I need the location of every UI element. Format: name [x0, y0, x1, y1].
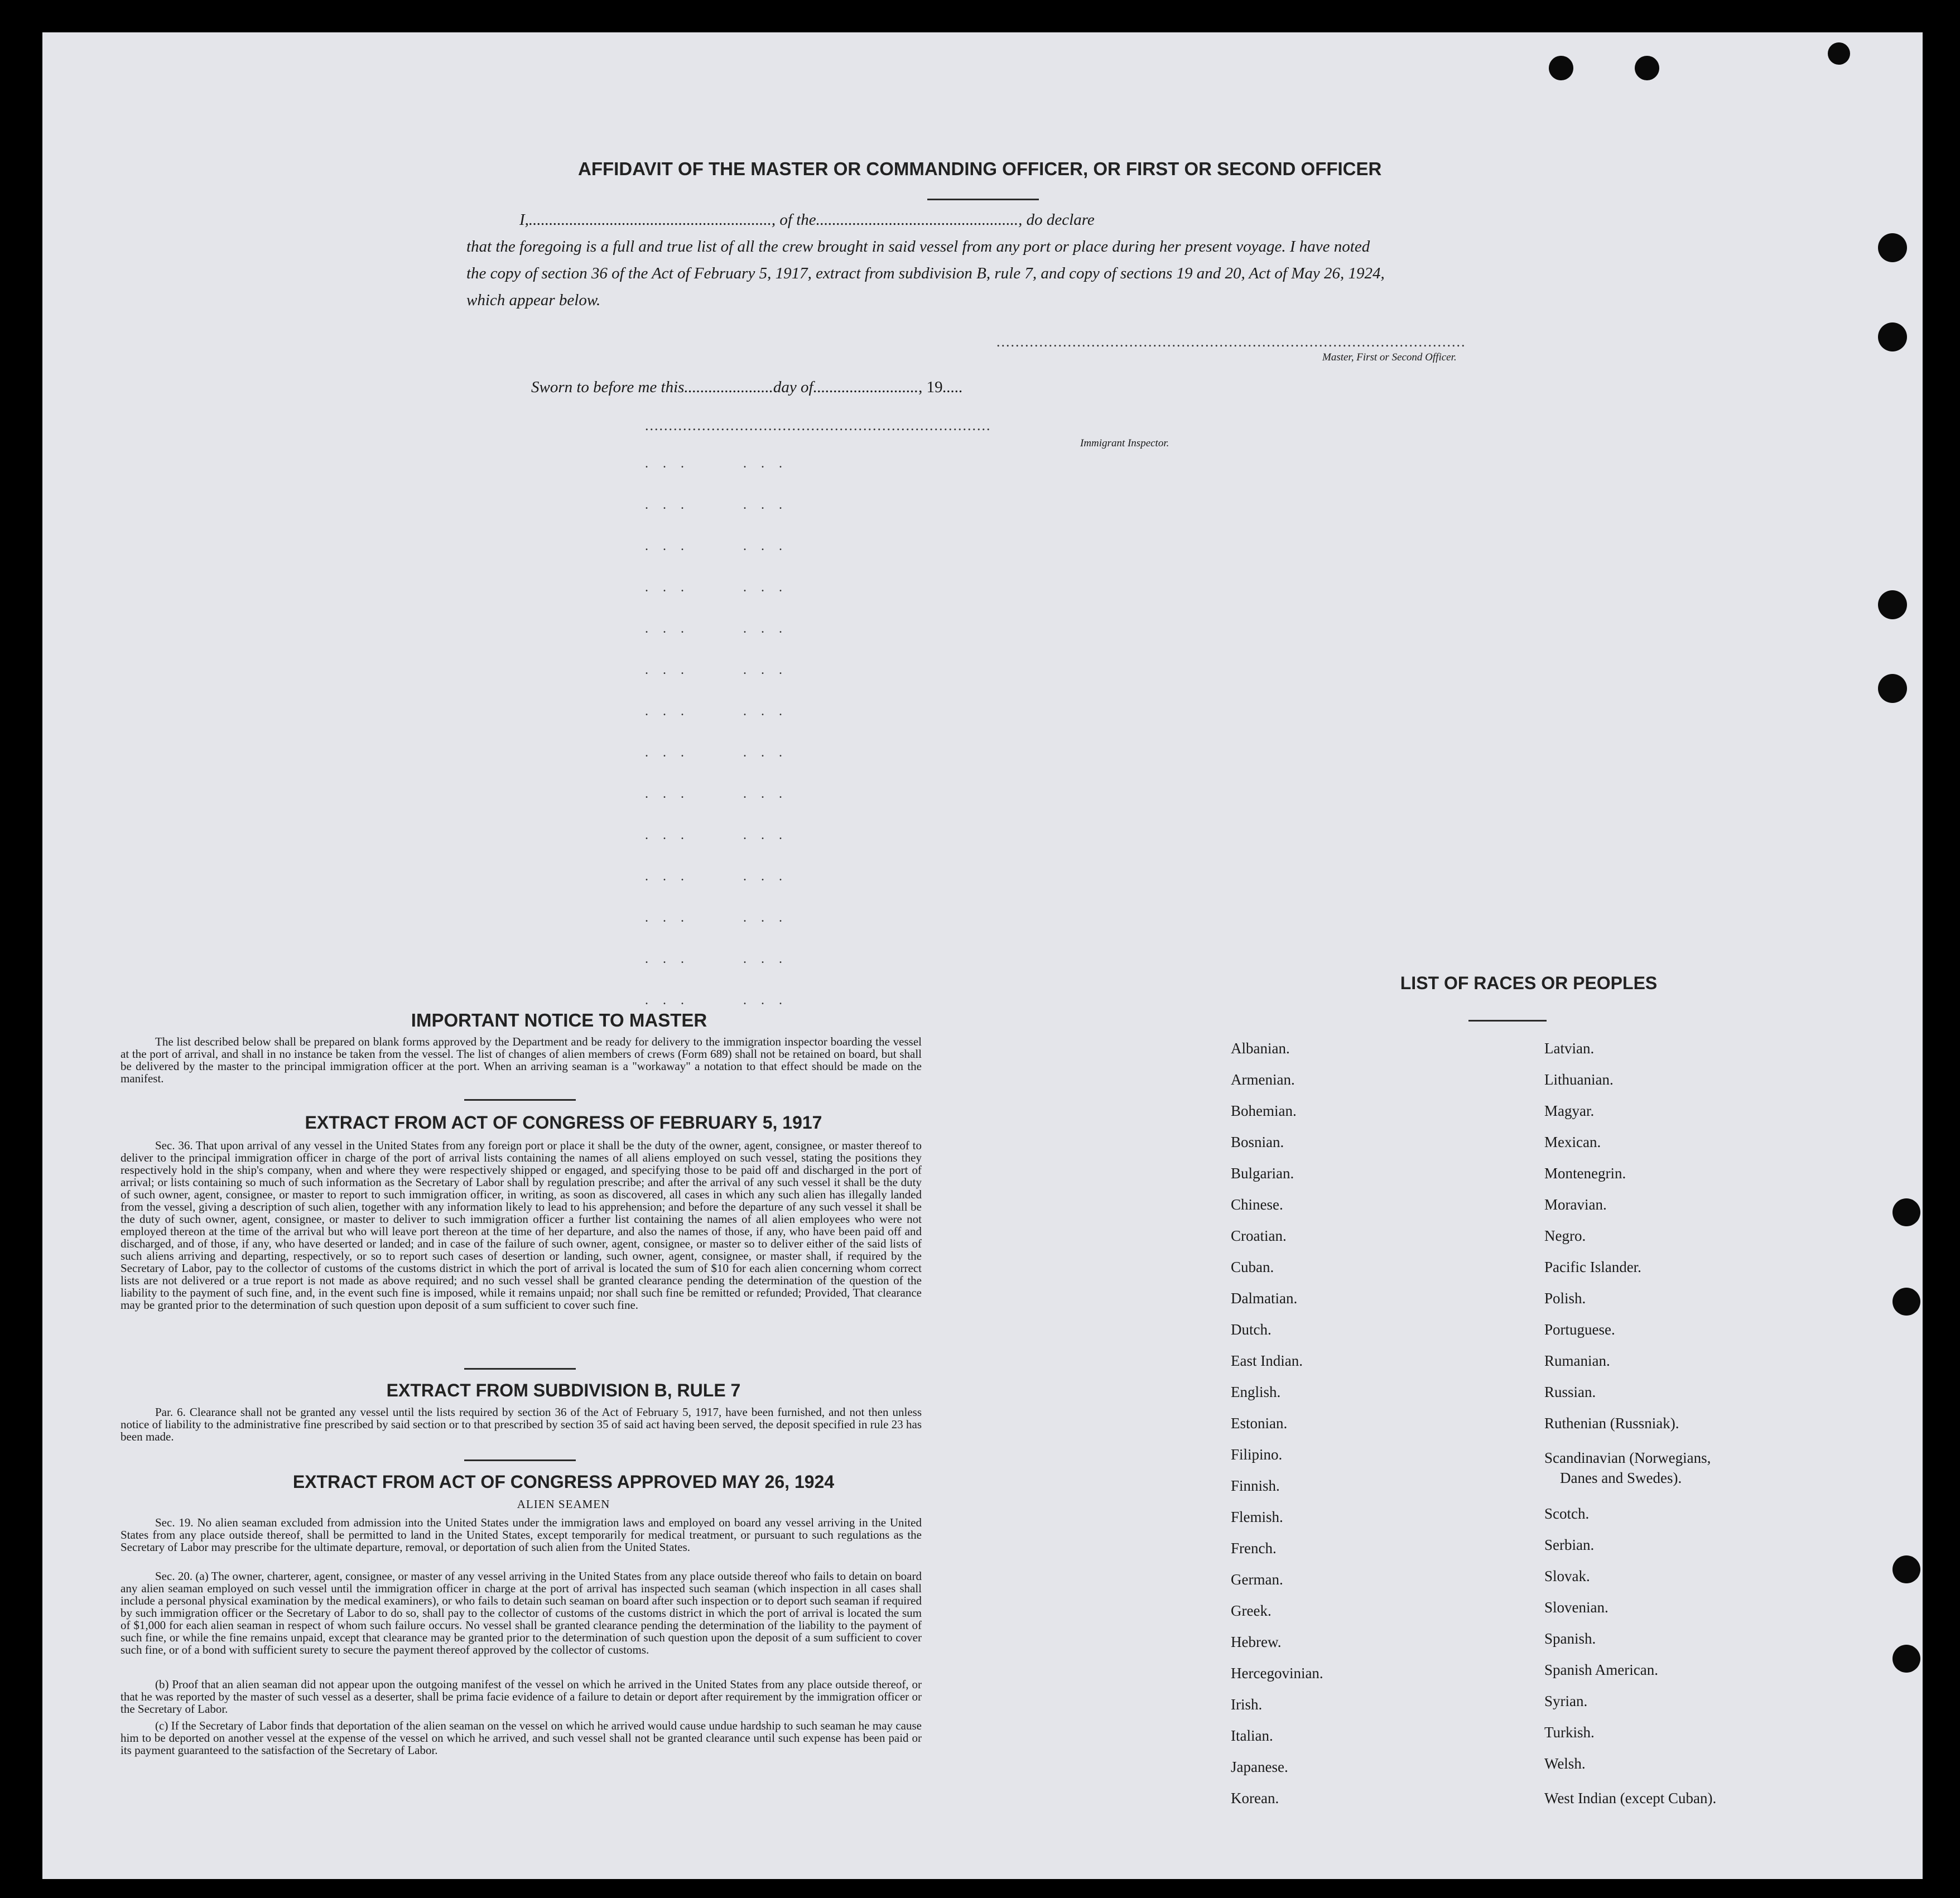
- divider: [1468, 1020, 1547, 1022]
- race-item: Armenian.: [1231, 1071, 1295, 1088]
- race-item: Mexican.: [1544, 1134, 1601, 1150]
- punch-hole: [1892, 1645, 1920, 1673]
- race-item: Portuguese.: [1544, 1321, 1615, 1338]
- form-dot-row: . . . . . .: [645, 869, 788, 884]
- form-dot-row: . . . . . .: [645, 580, 788, 595]
- race-item: Spanish American.: [1544, 1661, 1658, 1678]
- race-item: Polish.: [1544, 1290, 1586, 1307]
- form-dot-row: . . . . . .: [645, 663, 788, 677]
- race-item: Hercegovinian.: [1231, 1665, 1323, 1682]
- declaration-line-1: [466, 206, 1560, 233]
- form-dot-row: . . . . . .: [645, 456, 788, 471]
- punch-hole: [1878, 233, 1907, 262]
- form-dot-row: . . . . . .: [645, 952, 788, 966]
- race-item: Rumanian.: [1544, 1352, 1610, 1369]
- race-item: Japanese.: [1231, 1759, 1288, 1775]
- extract-1917-body: Sec. 36. That upon arrival of any vessel in the United States from any foreign port or place it shall be the duty of the owner, agent, consignee, or master thereof to deliver to the principal immigration officer in charge of the port of arrival lists containing the names of all aliens employed on such vessel, stating the positions they respectively hold in the ship's company, when and where they were respectively shipped or engaged, and specifying those to be paid off and discharged in the port of arrival; or lists containing so much of such information as the Secretary of Labor shall by regulation prescribe; and after the arrival of any such vessel it shall be the duty of such owner, agent, consignee, or master to report to such immigration officer, in writing, as soon as discovered, all cases in which any such alien has illegally landed from the vessel, giving a description of such alien, together with any information likely to lead to his apprehension; and before the departure of any such vessel it shall be the duty of such owner, agent, consignee, or master to deliver to such immigration officer a further list containing the names of all alien employees who were not employed thereon at the time of the arrival but who will leave port thereon at the time of her departure, and also the names of those, if any, who have been paid off and discharged, and of those, if any, who have deserted or landed; and in case of the failure of such owner, agent, consignee, or master so to deliver either of the said lists of such aliens arriving and departing, respectively, or so to report such cases of desertion or landing, such owner, agent, consignee, or master shall, if required by the Secretary of Labor, pay to the collector of customs of the customs district in which the port of arrival is located the sum of $10 for each alien concerning whom correct lists are not delivered or a true report is not made as above required; and no such vessel shall be granted clearance pending the determination of the question of the liability to the payment of such fine, and, in the event such fine is imposed, while it remains unpaid; nor shall such fine be remitted or refunded; Provided, That clearance may be granted prior to the determination of such question upon deposit of a sum sufficient to cover such fine.: [121, 1139, 922, 1312]
- race-item: West Indian (except Cuban).: [1544, 1790, 1717, 1807]
- race-item: German.: [1231, 1571, 1283, 1588]
- race-item: French.: [1231, 1540, 1277, 1557]
- notice-title: IMPORTANT NOTICE TO MASTER: [411, 1010, 707, 1030]
- form-dot-row: . . . . . .: [645, 828, 788, 842]
- inspector-caption: Immigrant Inspector.: [1080, 437, 1169, 449]
- divider: [927, 199, 1039, 200]
- punch-hole: [1549, 56, 1573, 80]
- race-item: Dutch.: [1231, 1321, 1272, 1338]
- race-item: Pacific Islander.: [1544, 1259, 1641, 1275]
- form-dot-row: . . . . . .: [645, 911, 788, 925]
- race-item: Turkish.: [1544, 1724, 1595, 1741]
- signature-line: ...................................................................................................: [996, 334, 1466, 350]
- race-item: Italian.: [1231, 1727, 1273, 1744]
- race-item: Chinese.: [1231, 1196, 1283, 1213]
- race-item: Dalmatian.: [1231, 1290, 1298, 1307]
- race-item: Russian.: [1544, 1384, 1596, 1400]
- extract-1924-subtitle: ALIEN SEAMEN: [517, 1497, 610, 1511]
- declaration-line-2: that the foregoing is a full and true list of all the crew brought in said vessel from any port or place during her present voyage. I have noted: [466, 238, 1370, 256]
- signature-caption: Master, First or Second Officer.: [1322, 351, 1457, 363]
- rule7-title: EXTRACT FROM SUBDIVISION B, RULE 7: [386, 1380, 741, 1400]
- punch-hole: [1635, 56, 1659, 80]
- race-item: Korean.: [1231, 1790, 1279, 1807]
- form-dot-row: . . . . . .: [645, 745, 788, 760]
- blank-dots: ..........................: [813, 378, 919, 396]
- form-dot-row: . . . . . .: [645, 787, 788, 801]
- race-item: Bosnian.: [1231, 1134, 1284, 1150]
- race-item: Finnish.: [1231, 1477, 1280, 1494]
- race-item: Croatian.: [1231, 1227, 1287, 1244]
- race-item: Estonian.: [1231, 1415, 1288, 1432]
- race-item: Negro.: [1544, 1227, 1586, 1244]
- extract-1924-sec20c: (c) If the Secretary of Labor finds that deportation of the alien seaman on the vessel on which he arrived would cause undue hardship to such seaman he may cause him to be deported on another vessel at the expense of the vessel on which he arrived, and such vessel shall not be granted clearance until such expense has been paid or its payment guaranteed to the satisfaction of the Secretary of Labor.: [121, 1719, 922, 1757]
- race-item: Welsh.: [1544, 1755, 1586, 1772]
- race-item: Cuban.: [1231, 1259, 1274, 1275]
- declaration-text: [466, 206, 1560, 314]
- race-item: Montenegrin.: [1544, 1165, 1626, 1182]
- blank-dots: ............................................................: [528, 211, 772, 229]
- race-item: Bulgarian.: [1231, 1165, 1294, 1182]
- extract-1924-sec20b: (b) Proof that an alien seaman did not appear upon the outgoing manifest of the vessel on which he arrived in the United States from any place outside thereof, or that he was reported by the master of such vessel as a deserter, shall be prima facie evidence of a failure to detain or deport after requirement by the immigration officer or the Secretary of Labor.: [121, 1678, 922, 1716]
- punch-hole: [1892, 1198, 1920, 1226]
- rule7-body: Par. 6. Clearance shall not be granted any vessel until the lists required by section 36 of the Act of February 5, 1917, have been furnished, and not then unless notice of liability to the administrative fine prescribed by said section or to that prescribed by section 35 of said act having been served, the deposit specified in rule 23 has been made.: [121, 1405, 922, 1443]
- sworn-day-of: day of: [773, 378, 813, 396]
- races-title: LIST OF RACES OR PEOPLES: [1400, 973, 1658, 993]
- form-dot-row: . . . . . .: [645, 498, 788, 512]
- blank-dots: .....: [942, 378, 963, 396]
- race-item: Moravian.: [1544, 1196, 1607, 1213]
- divider: [464, 1459, 576, 1461]
- race-item: Slovenian.: [1544, 1599, 1609, 1616]
- race-item: Slovak.: [1544, 1568, 1590, 1584]
- punch-hole: [1828, 42, 1850, 65]
- divider: [464, 1099, 576, 1101]
- race-item: Syrian.: [1544, 1693, 1588, 1709]
- race-item: Albanian.: [1231, 1040, 1290, 1057]
- affidavit-title: AFFIDAVIT OF THE MASTER OR COMMANDING OFFICER, OR FIRST OR SECOND OFFICER: [578, 158, 1382, 179]
- declaration-line-3: the copy of section 36 of the Act of February 5, 1917, extract from subdivision B, rule 7, and copy of sections 19 and 20, Act of May 26, 1924,: [466, 264, 1385, 282]
- document-page: [42, 32, 1923, 1879]
- race-item: English.: [1231, 1384, 1281, 1400]
- race-item: Magyar.: [1544, 1102, 1595, 1119]
- form-dot-row: . . . . . .: [645, 622, 788, 636]
- race-item: Scotch.: [1544, 1505, 1590, 1522]
- race-item: Filipino.: [1231, 1446, 1283, 1463]
- punch-hole: [1892, 1288, 1920, 1316]
- sworn-text: Sworn to before me this: [531, 378, 685, 396]
- race-item: Bohemian.: [1231, 1102, 1297, 1119]
- form-dot-row: . . . . . .: [645, 539, 788, 553]
- race-item: Ruthenian (Russniak).: [1544, 1415, 1679, 1432]
- race-item: Lithuanian.: [1544, 1071, 1614, 1088]
- race-item: Irish.: [1231, 1696, 1263, 1713]
- notice-body: The list described below shall be prepared on blank forms approved by the Department and be ready for delivery to the immigration inspector boarding the vessel at the port of arrival, and shall in no instance be taken from the vessel. The list of changes of alien members of crews (Form 689) shall not be retained on board, but shall be delivered by the master to the principal immigration officer at the port. When an arriving seaman is a "workaway" a notation to that effect should be made on the manifest.: [121, 1035, 922, 1085]
- race-item: East Indian.: [1231, 1352, 1303, 1369]
- blank-dots: ......................: [684, 378, 773, 396]
- declaration-of-the: , of the: [771, 211, 816, 229]
- race-item: Danes and Swedes).: [1560, 1470, 1682, 1486]
- form-dot-row: . . . . . .: [645, 993, 788, 1008]
- form-dot-row: . . . . . .: [645, 704, 788, 719]
- extract-1924-sec19: Sec. 19. No alien seaman excluded from admission into the United States under the immigration laws and employed on board any vessel arriving in the United States from any place outside thereof, shall be permitted to land in the United States, except temporarily for medical treatment, or pursuant to such regulations as the Secretary of Labor may prescribe for the ultimate departure, removal, or deportation of such alien from the United States.: [121, 1516, 922, 1554]
- race-item: Spanish.: [1544, 1630, 1596, 1647]
- extract-1924-title: EXTRACT FROM ACT OF CONGRESS APPROVED MAY 26, 1924: [292, 1472, 835, 1492]
- sworn-year: , 19: [918, 378, 943, 396]
- extract-1917-title: EXTRACT FROM ACT OF CONGRESS OF FEBRUARY 5, 1917: [305, 1112, 822, 1133]
- declaration-do-declare: , do declare: [1018, 211, 1095, 229]
- extract-1924-sec20a: Sec. 20. (a) The owner, charterer, agent, consignee, or master of any vessel arriving in the United States from any place outside thereof who fails to detain on board any alien seaman employed on such vessel until the immigration officer in charge at the port of arrival has inspected such seaman (which inspection in all cases shall include a personal physical examination by the medical examiners), or who fails to detain such seaman on board after such inspection or to deport such seaman if required by such immigration officer or the Secretary of Labor to do so, shall pay to the collector of customs of the customs district in which the port of arrival is located the sum of $1,000 for each alien seaman in respect of whom such failure occurs. No vessel shall be granted clearance pending the determination of the liability to the payment of such fine, or while the fine remains unpaid, except that clearance may be granted prior to the determination of such question upon the deposit of a sum sufficient to cover such fine, or of a bond with sufficient surety to secure the payment thereof approved by the collector of customs.: [121, 1569, 922, 1656]
- race-item: Flemish.: [1231, 1509, 1283, 1525]
- inspector-line: .........................................................................: [645, 417, 991, 433]
- punch-hole: [1878, 590, 1907, 619]
- declaration-line-4: which appear below.: [466, 291, 601, 309]
- sworn-line: [531, 378, 963, 397]
- punch-hole: [1892, 1555, 1920, 1583]
- declaration-i: I,: [519, 211, 529, 229]
- race-item: Hebrew.: [1231, 1634, 1282, 1650]
- blank-dots: ..................................................: [816, 211, 1019, 229]
- punch-hole: [1878, 322, 1907, 351]
- punch-hole: [1878, 674, 1907, 703]
- race-item: Greek.: [1231, 1602, 1272, 1619]
- race-item: Latvian.: [1544, 1040, 1595, 1057]
- divider: [464, 1368, 576, 1370]
- race-item: Serbian.: [1544, 1536, 1595, 1553]
- race-item: Scandinavian (Norwegians,: [1544, 1449, 1711, 1466]
